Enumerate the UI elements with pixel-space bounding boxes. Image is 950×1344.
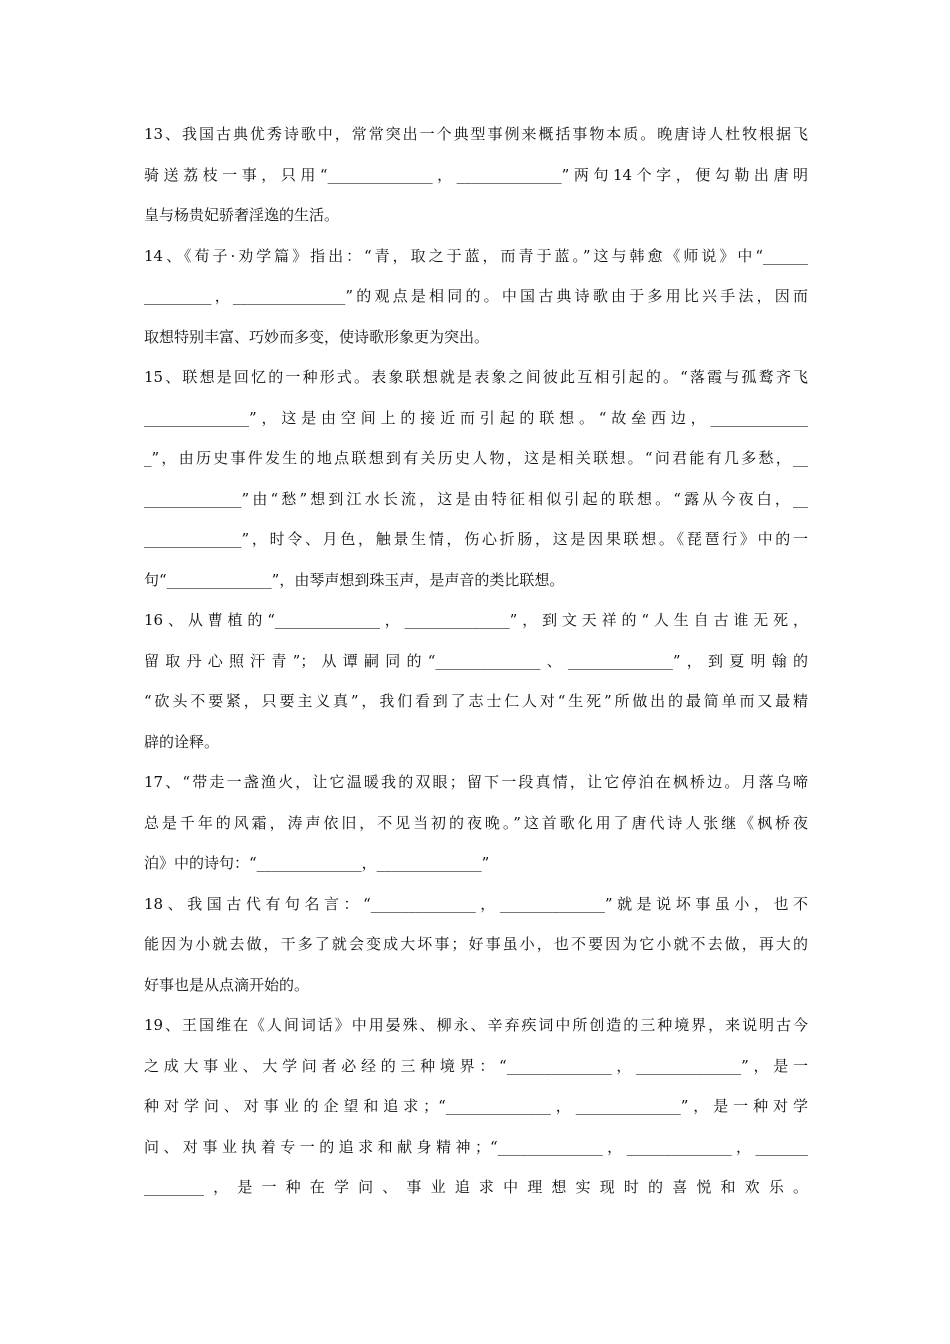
question-line: _”，由历史事件发生的地点联想到有关历史人物，这是相关联想。“问君能有几多愁，__	[144, 449, 808, 467]
question-line: 16、从曹植的“______________，______________”，到文天祥的“人生自古谁无死，	[144, 611, 808, 629]
question-19	[144, 1005, 808, 1208]
question-16	[144, 600, 808, 762]
question-18	[144, 884, 808, 1006]
question-line: 泊》中的诗句：“______________，______________”	[144, 854, 490, 872]
question-line: “砍头不要紧，只要主义真”，我们看到了志士仁人对“生死”所做出的最简单而又最精	[144, 692, 808, 710]
question-line: 皇与杨贵妃骄奢淫逸的生活。	[144, 206, 340, 224]
question-line: 18、我国古代有句名言：“______________，______________”就是说坏事虽小，也不	[144, 894, 808, 913]
question-line: _____________”，时令、月色，触景生情，伤心折肠，这是因果联想。《琵琶行》中的一	[144, 530, 808, 548]
question-line: 之成大事业、大学问者必经的三种境界：“______________，______________”，是一	[144, 1056, 808, 1075]
question-line: ________，是一种在学问、事业追求中理想实现时的喜悦和欢乐。	[144, 1178, 808, 1196]
question-line: _________，_______________”的观点是相同的。中国古典诗歌由于多用比兴手法，因而	[144, 287, 808, 305]
question-line: 种对学问、对事业的企望和追求；“______________，______________”，是一种对学	[144, 1097, 808, 1115]
question-line: 能因为小就去做，干多了就会变成大坏事；好事虽小，也不要因为它小就不去做，再大的	[144, 935, 808, 953]
question-line: 14、《荀子·劝学篇》指出：“青，取之于蓝，而青于蓝。”这与韩愈《师说》中“______	[144, 246, 808, 265]
question-line: 留取丹心照汗青”；从谭嗣同的“______________、______________”，到夏明翰的	[144, 651, 808, 670]
question-line: 好事也是从点滴开始的。	[144, 975, 310, 994]
question-line: 17、“带走一盏渔火，让它温暖我的双眼；留下一段真情，让它停泊在枫桥边。月落乌啼	[144, 773, 808, 791]
question-line: 辟的诠释。	[144, 732, 220, 751]
question-line: 13、我国古典优秀诗歌中，常常突出一个典型事例来概括事物本质。晚唐诗人杜牧根据飞	[144, 125, 808, 143]
question-15	[144, 357, 808, 600]
question-13	[144, 114, 808, 236]
question-line: _____________”由“愁”想到江水长流，这是由特征相似引起的联想。“露从今夜白，__	[144, 489, 808, 508]
question-line: 骑送荔枝一事，只用“______________，______________”两句14个字，便勾勒出唐明	[144, 165, 808, 184]
question-line: ______________”，这是由空间上的接近而引起的联想。“故垒西边，_____________	[144, 408, 808, 427]
question-line: 总是千年的风霜，涛声依旧，不见当初的夜晚。”这首歌化用了唐代诗人张继《枫桥夜	[144, 813, 808, 832]
question-line: 句“______________”，由琴声想到珠玉声，是声音的类比联想。	[144, 570, 565, 589]
question-line: 15、联想是回忆的一种形式。表象联想就是表象之间彼此互相引起的。“落霞与孤鹜齐飞	[144, 368, 808, 386]
question-line: 取想特别丰富、巧妙而多变，使诗歌形象更为突出。	[144, 327, 490, 346]
question-17	[144, 762, 808, 884]
questions-body	[144, 114, 808, 1208]
question-14	[144, 236, 808, 358]
question-line: 19、王国维在《人间词话》中用晏殊、柳永、辛弃疾词中所创造的三种境界，来说明古今	[144, 1016, 808, 1034]
question-line: 问、对事业执着专一的追求和献身精神；“______________，______________，_______	[144, 1137, 808, 1156]
